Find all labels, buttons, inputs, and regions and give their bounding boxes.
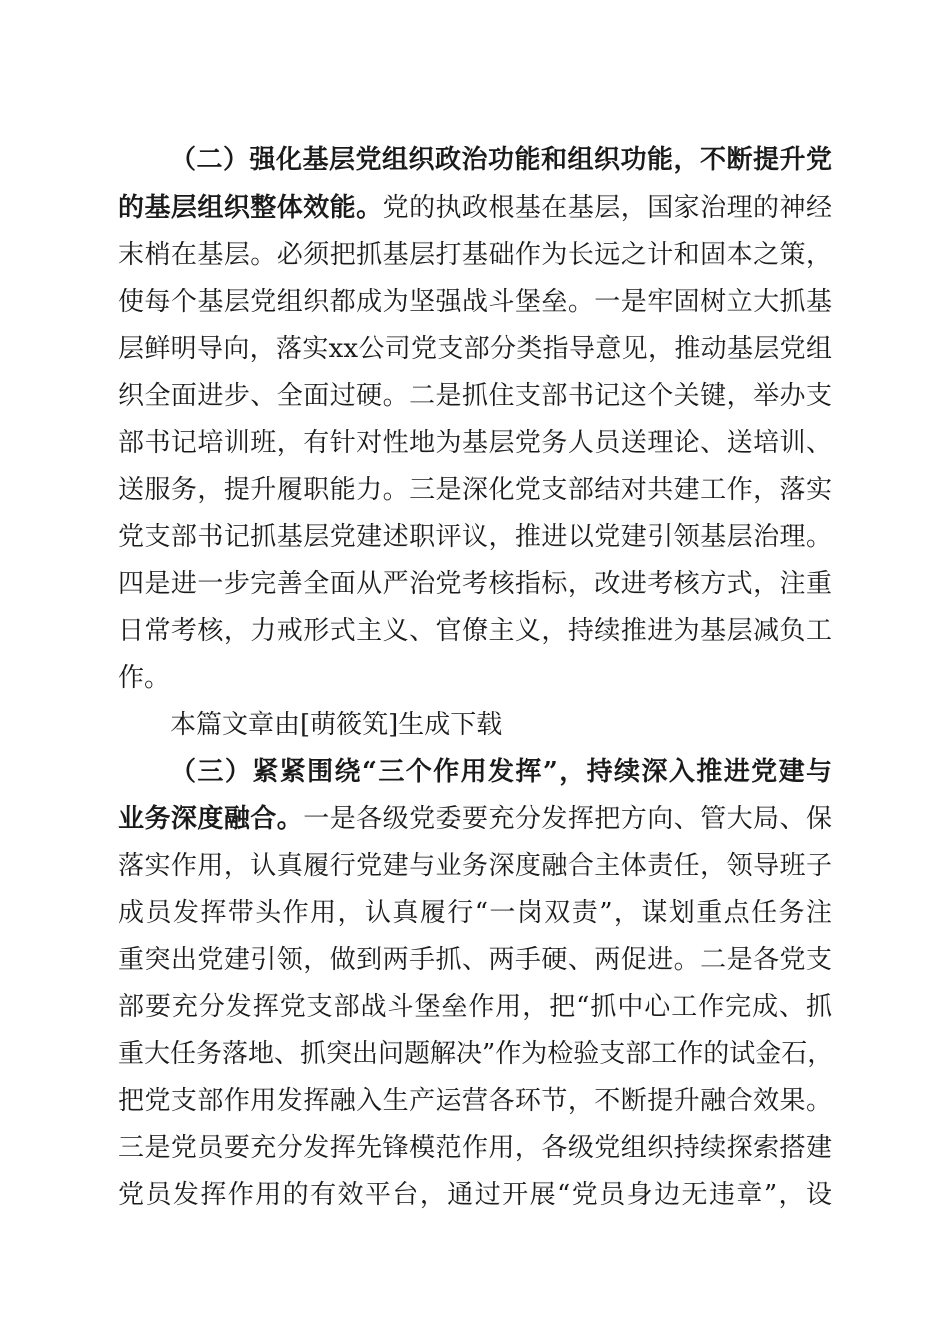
section-heading: （三）紧紧围绕“三个作用发挥”，持续深入推进党建与 <box>170 757 832 787</box>
paragraph-line <box>170 136 832 184</box>
section-heading: 业务深度融合。 <box>118 804 304 834</box>
paragraph-line <box>170 748 832 796</box>
paragraph-line: 重大任务落地、抓突出问题解决”作为检验支部工作的试金石， <box>118 1039 834 1069</box>
paragraph-line: 织全面进步、全面过硬。二是抓住支部书记这个关键，举办支 <box>118 381 832 411</box>
paragraph-line: 四是进一步完善全面从严治党考核指标，改进考核方式，注重 <box>118 569 832 599</box>
paragraph-line: 成员发挥带头作用，认真履行“一岗双责”，谋划重点任务注 <box>118 898 832 928</box>
paragraph-line: 日常考核，力戒形式主义、官僚主义，持续推进为基层减负工 <box>118 616 832 646</box>
generated-note: 本篇文章由[萌筱笂]生成下载 <box>170 710 503 740</box>
section-heading: （二）强化基层党组织政治功能和组织功能，不断提升党 <box>170 145 832 175</box>
paragraph-line: 使每个基层党组织都成为坚强战斗堡垒。一是牢固树立大抓基 <box>118 287 832 317</box>
section-heading: 的基层组织整体效能。 <box>118 193 383 223</box>
paragraph-line: 党支部书记抓基层党建述职评议，推进以党建引领基层治理。 <box>118 522 832 552</box>
paragraph-line: 末梢在基层。必须把抓基层打基础作为长远之计和固本之策， <box>118 240 832 270</box>
paragraph-line: 党员发挥作用的有效平台，通过开展“党员身边无违章”，设 <box>118 1180 832 1210</box>
paragraph-line: 层鲜明导向，落实xx公司党支部分类指导意见，推动基层党组 <box>118 334 832 364</box>
paragraph-line: 重突出党建引领，做到两手抓、两手硬、两促进。二是各党支 <box>118 945 832 975</box>
paragraph-line: 把党支部作用发挥融入生产运营各环节，不断提升融合效果。 <box>118 1086 832 1116</box>
paragraph-line: 业务深度融合。一是各级党委要充分发挥把方向、管大局、保 <box>118 804 832 834</box>
paragraph-line: 部书记培训班，有针对性地为基层党务人员送理论、送培训、 <box>118 428 832 458</box>
paragraph-line: 三是党员要充分发挥先锋模范作用，各级党组织持续探索搭建 <box>118 1133 832 1163</box>
paragraph-line: 送服务，提升履职能力。三是深化党支部结对共建工作，落实 <box>118 475 832 505</box>
paragraph-line: 的基层组织整体效能。党的执政根基在基层，国家治理的神经 <box>118 193 832 223</box>
paragraph-line: 部要充分发挥党支部战斗堡垒作用，把“抓中心工作完成、抓 <box>118 992 832 1022</box>
paragraph-line: 落实作用，认真履行党建与业务深度融合主体责任，领导班子 <box>118 851 832 881</box>
paragraph-line: 作。 <box>118 663 171 693</box>
